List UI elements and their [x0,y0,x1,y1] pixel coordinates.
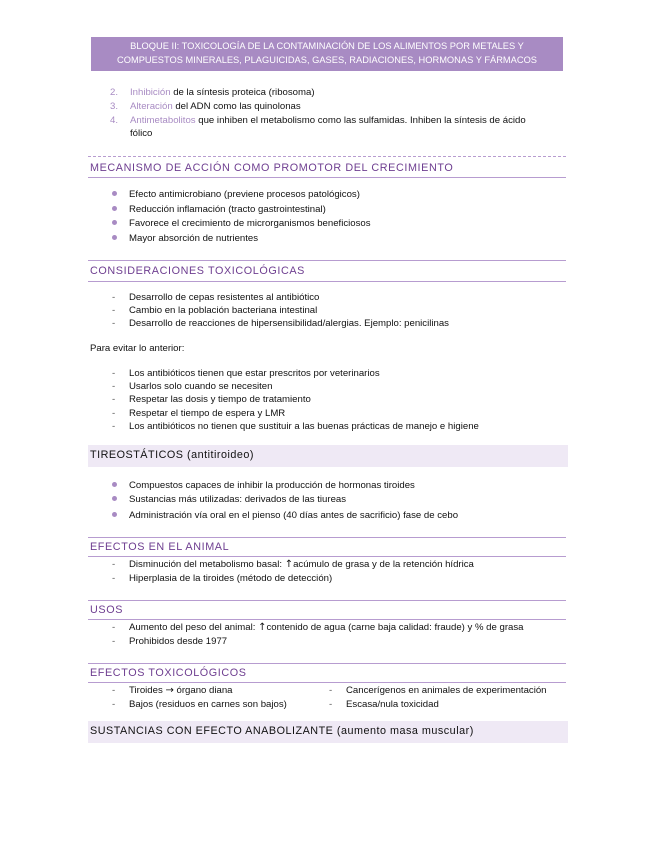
list-item: Administración vía oral en el pienso (40 días antes de sacrificio) fase de cebo [112,509,458,522]
bullet-icon [112,482,117,487]
dash-marker: - [329,685,333,696]
bullet-icon [112,220,117,225]
item-term: Antimetabolitos [130,115,196,126]
dash-marker: - [112,368,116,379]
item-term: Alteración [130,101,173,112]
section-title-tireostaticos: TIREOSTÁTICOS (antitiroideo) [90,449,254,461]
section-title-mecanismo: MECANISMO DE ACCIÓN COMO PROMOTOR DEL CRECIMIENTO [90,162,454,174]
section-title-efectos-toxicologicos: EFECTOS TOXICOLÓGICOS [90,667,247,679]
up-arrow-icon: ↑ [284,559,294,570]
list-item: - Disminución del metabolismo basal: ↑acúmulo de grasa y de la retención hídrica [112,559,474,570]
dash-marker: - [112,305,116,316]
item-number: 2. [110,87,119,98]
item-text: de la síntesis proteica (ribosoma) [170,87,315,98]
dash-marker: - [112,381,116,392]
section-divider [88,663,566,664]
item-continuation: fólico [130,128,153,139]
banner-line-1: BLOQUE II: TOXICOLOGÍA DE LA CONTAMINACIÓN DE LOS ALIMENTOS POR METALES Y [130,41,524,51]
up-arrow-icon: ↑ [258,622,267,633]
right-arrow-icon: → [165,685,174,696]
section-divider [88,156,566,157]
item-text: del ADN como las quinolonas [172,101,301,112]
list-item: - Escasa/nula toxicidad [329,699,439,710]
dash-marker: - [112,573,116,584]
list-item: - Tiroides → órgano diana [112,685,233,696]
section-title-usos: USOS [90,604,123,616]
list-item: Efecto antimicrobiano (previene procesos patológicos) [112,188,360,201]
list-item: - Aumento del peso del animal: ↑contenido de agua (carne baja calidad: fraude) y % de grasa [112,622,524,633]
list-item: - Respetar el tiempo de espera y LMR [112,408,286,419]
section-underline [88,177,566,178]
dash-marker: - [112,685,116,696]
section-underline [88,281,566,282]
list-item: Reducción inflamación (tracto gastrointestinal) [112,203,326,216]
numbered-item [110,100,570,113]
bullet-icon [112,496,117,501]
section-title-efectos-animal: EFECTOS EN EL ANIMAL [90,541,230,553]
section-underline [88,556,566,557]
dash-marker: - [112,408,116,419]
list-item: Compuestos capaces de inhibir la producción de hormonas tiroides [112,479,415,492]
list-item: Favorece el crecimiento de microrganismos beneficiosos [112,217,371,230]
dash-marker: - [329,699,333,710]
chapter-banner [91,37,563,71]
section-divider [88,260,566,261]
list-item: - Desarrollo de cepas resistentes al antibiótico [112,292,320,303]
dash-marker: - [112,559,116,570]
list-item: - Los antibióticos no tienen que sustituir a las buenas prácticas de manejo e higiene [112,421,479,432]
numbered-item [110,114,570,140]
list-item: - Los antibióticos tienen que estar prescritos por veterinarios [112,368,380,379]
item-number: 3. [110,101,119,112]
dash-marker: - [112,636,116,647]
section-title-anabolizante: SUSTANCIAS CON EFECTO ANABOLIZANTE (aumento masa muscular) [90,725,474,737]
dash-marker: - [112,421,116,432]
dash-marker: - [112,622,116,633]
list-item: - Desarrollo de reacciones de hipersensibilidad/alergias. Ejemplo: penicilinas [112,318,449,329]
list-item: - Cancerígenos en animales de experimentación [329,685,547,696]
paragraph: Para evitar lo anterior: [90,343,185,354]
dash-marker: - [112,394,116,405]
list-item: - Hiperplasia de la tiroides (método de detección) [112,573,333,584]
list-item: - Respetar las dosis y tiempo de tratamiento [112,394,311,405]
item-text: que inhiben el metabolismo como las sulfamidas. Inhiben la síntesis de ácido [195,115,526,126]
bullet-icon [112,191,117,196]
section-divider [88,600,566,601]
bullet-icon [112,206,117,211]
item-number: 4. [110,115,119,126]
bullet-icon [112,512,117,517]
section-title-consideraciones: CONSIDERACIONES TOXICOLÓGICAS [90,265,305,277]
section-divider [88,537,566,538]
dash-marker: - [112,318,116,329]
list-item: Mayor absorción de nutrientes [112,232,258,245]
list-item: - Prohibidos desde 1977 [112,636,228,647]
section-underline [88,619,566,620]
list-item: - Cambio en la población bacteriana intestinal [112,305,318,316]
list-item: - Usarlos solo cuando se necesiten [112,381,273,392]
numbered-item [110,86,570,99]
list-item: Sustancias más utilizadas: derivados de las tiureas [112,493,346,506]
section-underline [88,682,566,683]
dash-marker: - [112,292,116,303]
list-item: - Bajos (residuos en carnes son bajos) [112,699,287,710]
bullet-icon [112,235,117,240]
item-term: Inhibición [130,87,171,98]
dash-marker: - [112,699,116,710]
banner-line-2: COMPUESTOS MINERALES, PLAGUICIDAS, GASES, RADIACIONES, HORMONAS Y FÁRMACOS [117,54,537,65]
